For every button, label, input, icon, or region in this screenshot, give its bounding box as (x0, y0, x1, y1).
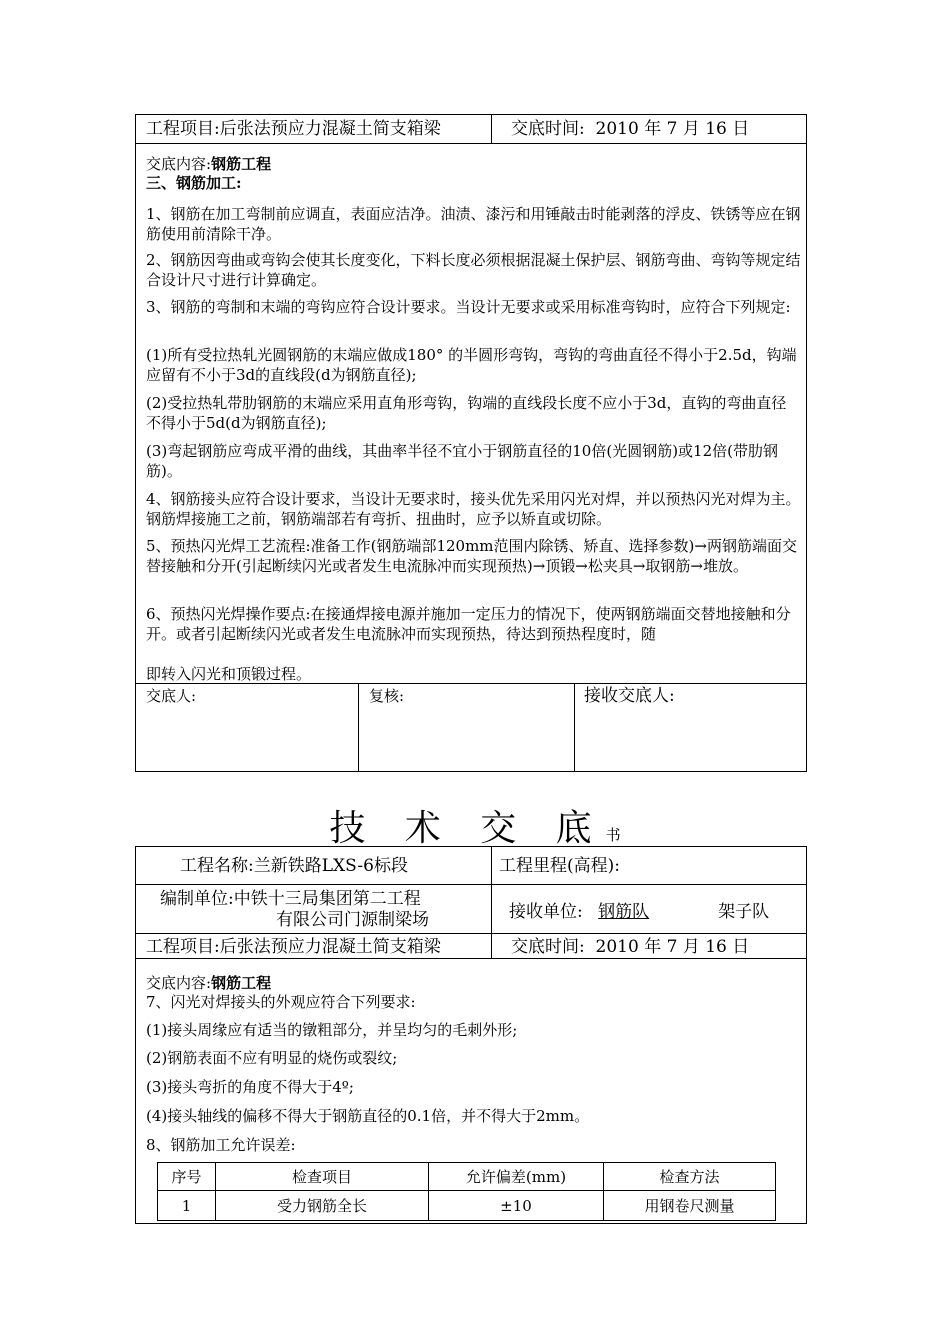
sheet1-header-divider (135, 143, 807, 144)
requirement-2: (2)钢筋表面不应有明显的烧伤或裂纹; (146, 1049, 398, 1067)
paragraph-4: 4、钢筋接头应符合设计要求，当设计无要求时，接头优先采用闪光对焊，并以预热闪光对焊为主。钢筋焊接施工之前，钢筋端部若有弯折、扭曲时，应予以矫直或切除。 (146, 490, 801, 528)
sheet2-row-divider-2 (135, 933, 807, 934)
sheet2-content-heading (146, 974, 271, 993)
content-label: 交底内容: (146, 974, 212, 992)
table-header-tolerance: 允许偏差(mm) (428, 1162, 604, 1191)
requirement-1: (1)接头周缘应有适当的镦粗部分，并呈均匀的毛刺外形; (146, 1021, 518, 1039)
paragraph-3-3: (3)弯起钢筋应弯成平滑的曲线，其曲率半径不宜小于钢筋直径的10倍(光圆钢筋)或12倍(带肋钢筋)。 (146, 442, 778, 480)
sheet1-date: 交底时间: 2010 年 7 月 16 日 (511, 119, 750, 139)
paragraph-7: 7、闪光对焊接头的外观应符合下列要求: (146, 993, 416, 1011)
doc-title-suffix: 书 (605, 826, 621, 844)
project-name: 工程名称:兰新铁路LXS-6标段 (180, 856, 408, 876)
compile-unit-line1: 编制单位:中铁十三局集团第二工程 (160, 889, 421, 909)
receiving-unit-label: 接收单位: (509, 902, 583, 922)
sheet1-project: 工程项目:后张法预应力混凝土简支箱梁 (146, 119, 441, 139)
table-cell: 受力钢筋全长 (215, 1190, 429, 1221)
sheet1-section-title: 三、钢筋加工: (146, 174, 242, 192)
project-mileage: 工程里程(高程): (499, 856, 620, 876)
sheet2-row-divider-3 (135, 958, 807, 959)
sheet1-content-heading (146, 155, 271, 174)
sheet1-sign-split-1 (358, 683, 359, 772)
paragraph-1: 1、钢筋在加工弯制前应调直，表面应洁净。油渍、漆污和用锤敲击时能剥落的浮皮、铁锈等应在钢筋使用前清除干净。 (146, 205, 801, 243)
sheet1-header-split (491, 114, 492, 143)
sheet2-date: 交底时间: 2010 年 7 月 16 日 (511, 937, 750, 957)
table-header-item: 检查项目 (215, 1162, 429, 1191)
table-header-index: 序号 (157, 1162, 216, 1191)
table-header-method: 检查方法 (603, 1162, 776, 1191)
table-cell: ±10 (428, 1190, 604, 1221)
paragraph-3-2: (2)受拉热轧带肋钢筋的末端应采用直角形弯钩，钩端的直线段长度不应小于3d，直钩的弯曲直径不得小于5d(d为钢筋直径); (146, 394, 787, 432)
table-cell: 用钢卷尺测量 (603, 1190, 776, 1221)
sheet2-header-split (491, 846, 492, 958)
paragraph-8: 8、钢筋加工允许误差: (146, 1136, 296, 1154)
sign-receiver-label: 接收交底人: (584, 686, 675, 706)
compile-unit-line2: 有限公司门源制梁场 (276, 910, 429, 930)
sheet2-project: 工程项目:后张法预应力混凝土简支箱梁 (146, 937, 441, 957)
receiving-unit (509, 902, 769, 923)
sheet2-row-divider-1 (135, 884, 807, 885)
sheet1-sign-divider (135, 683, 807, 684)
doc-title-main: 技 术 交 底 (329, 808, 606, 849)
sheet1-sign-split-2 (574, 683, 575, 772)
receiving-unit-value: 钢筋队 (598, 902, 650, 922)
paragraph-5: 5、预热闪光焊工艺流程:准备工作(钢筋端部120mm范围内除锈、矫直、选择参数)→两钢筋端面交替接触和分开(引起断续闪光或者发生电流脉冲而实现预热)→顶锻→松夹具→取钢筋→堆放。 (146, 537, 797, 575)
requirement-4: (4)接头轴线的偏移不得大于钢筋直径的0.1倍，并不得大于2mm。 (146, 1107, 590, 1125)
requirement-3: (3)接头弯折的角度不得大于4º; (146, 1078, 354, 1096)
content-label: 交底内容: (146, 155, 212, 173)
sign-review-label: 复核: (369, 687, 405, 705)
paragraph-6-end: 即转入闪光和顶锻过程。 (146, 665, 312, 683)
paragraph-2: 2、钢筋因弯曲或弯钩会使其长度变化，下料长度必须根据混凝土保护层、钢筋弯曲、弯钩等规定结合设计尺寸进行计算确定。 (146, 251, 801, 289)
paragraph-6: 6、预热闪光焊操作要点:在接通焊接电源并施加一定压力的情况下，使两钢筋端面交替地接触和分开。或者引起断续闪光或者发生电流脉冲而实现预热，待达到预热程度时，随 (146, 605, 791, 643)
paragraph-3-1: (1)所有受拉热轧光圆钢筋的末端应做成180° 的半圆形弯钩，弯钩的弯曲直径不得小于2.5d，钩端应留有不小于3d的直线段(d为钢筋直径); (146, 346, 797, 384)
receiving-unit-extra: 架子队 (718, 902, 770, 922)
content-title: 钢筋工程 (211, 155, 272, 173)
table-cell: 1 (157, 1190, 216, 1221)
doc-title (0, 800, 950, 851)
sign-giver-label: 交底人: (146, 687, 197, 705)
content-title: 钢筋工程 (211, 974, 272, 992)
paragraph-3: 3、钢筋的弯制和末端的弯钩应符合设计要求。当设计无要求或采用标准弯钩时，应符合下列规定: (146, 298, 791, 316)
